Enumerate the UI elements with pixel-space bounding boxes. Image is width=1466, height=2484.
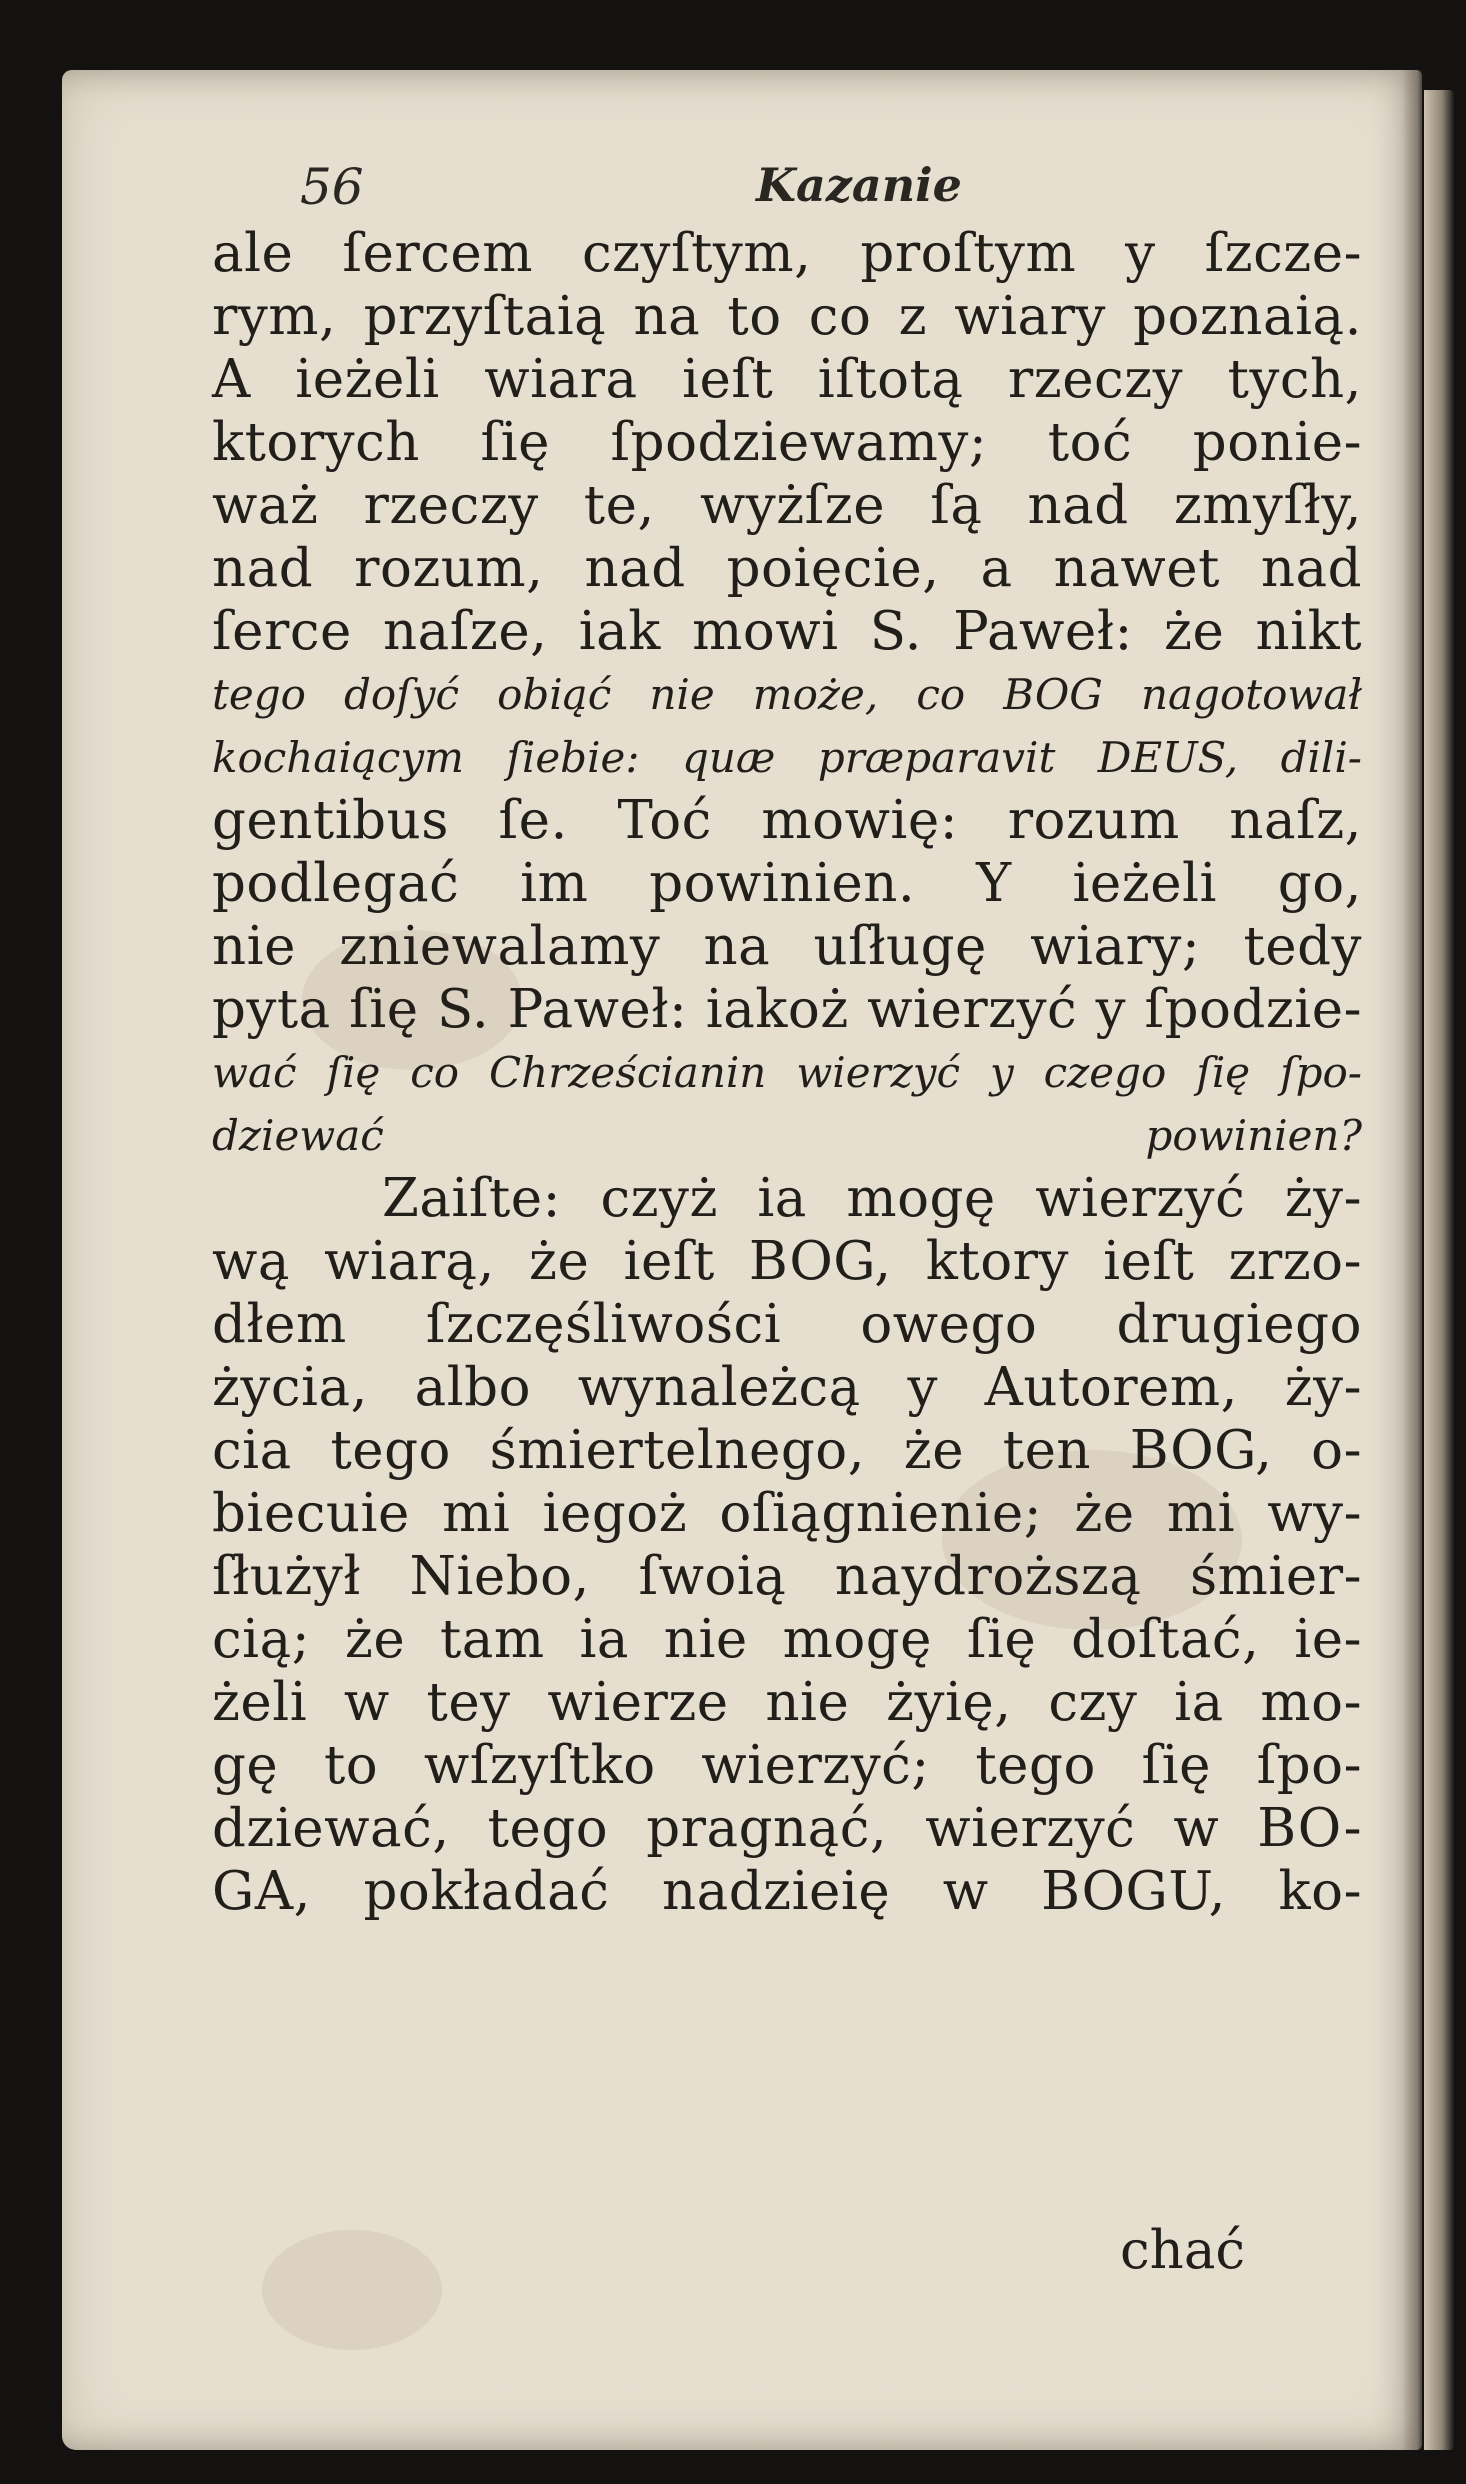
paper-stain (262, 2230, 442, 2350)
page-number: 56 (300, 158, 364, 216)
text-line: tego doſyć obiąć nie może, co BOG nagotował (212, 670, 1362, 719)
text-line: ale ſercem czyſtym, proſtym y ſzcze- (212, 223, 1362, 284)
text-line: gentibus ſe. Toć mowię: rozum naſz, (212, 790, 1362, 851)
text-line: dziewać, tego pragnąć, wierzyć w BO- (212, 1798, 1362, 1859)
text-line: cią; że tam ia nie mogę ſię doſtać, ie- (212, 1609, 1362, 1670)
next-page-edge (1424, 90, 1454, 2450)
text-line: wą wiarą, że ieſt BOG, ktory ieſt zrzo- (212, 1231, 1362, 1292)
body-text (212, 222, 1362, 1923)
text-line: rym, przyſtaią na to co z wiary poznaią. (212, 286, 1362, 347)
page-header (300, 158, 1000, 228)
text-line: GA, pokładać nadzieię w BOGU, ko- (212, 1861, 1362, 1922)
text-line: nad rozum, nad poięcie, a nawet nad (212, 538, 1362, 599)
text-line: kochaiącym ſiebie: quæ præparavit DEUS, dili- (212, 733, 1362, 782)
text-line: dziewać powinien? (212, 1111, 1362, 1160)
text-line: ktorych ſię ſpodziewamy; toć ponie- (212, 412, 1362, 473)
text-line: wać ſię co Chrześcianin wierzyć y czego ſię ſpo- (212, 1048, 1362, 1097)
text-line: A ieżeli wiara ieſt iſtotą rzeczy tych, (212, 349, 1362, 410)
catchword: chać (1120, 2220, 1246, 2281)
text-line: ſłużył Niebo, ſwoią naydroższą śmier- (212, 1546, 1362, 1607)
running-head: Kazanie (756, 158, 962, 212)
text-line: nie zniewalamy na uſługę wiary; tedy (212, 916, 1362, 977)
text-line: życia, albo wynależcą y Autorem, ży- (212, 1357, 1362, 1418)
text-line: Zaiſte: czyż ia mogę wierzyć ży- (382, 1168, 1362, 1229)
text-line: podlegać im powinien. Y ieżeli go, (212, 853, 1362, 914)
text-line: dłem ſzczęśliwości owego drugiego (212, 1294, 1362, 1355)
text-line: biecuie mi iegoż oſiągnienie; że mi wy- (212, 1483, 1362, 1544)
text-line: pyta ſię S. Paweł: iakoż wierzyć y ſpodzie- (212, 979, 1362, 1040)
text-line: waż rzeczy te, wyżſze ſą nad zmyſły, (212, 475, 1362, 536)
page-gutter-shadow (1402, 70, 1424, 2450)
text-line: ſerce naſze, iak mowi S. Paweł: że nikt (212, 601, 1362, 662)
text-line: żeli w tey wierze nie żyię, czy ia mo- (212, 1672, 1362, 1733)
text-line: cia tego śmiertelnego, że ten BOG, o- (212, 1420, 1362, 1481)
text-line: gę to wſzyſtko wierzyć; tego ſię ſpo- (212, 1735, 1362, 1796)
